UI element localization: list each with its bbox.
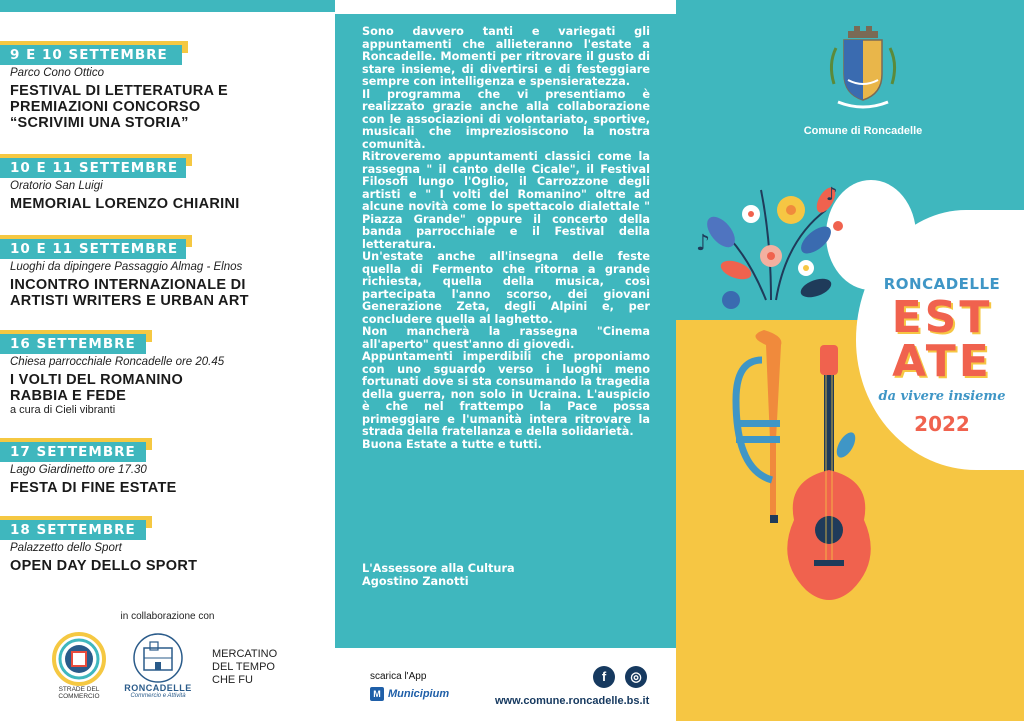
roncadelle-logo-subtext: Commercio e Attività [130,693,186,699]
event-title-line: RABBIA E FEDE [10,388,127,404]
event-title-line: OPEN DAY DELLO SPORT [10,558,198,574]
strade-logo-text: STRADE DEL COMMERCIO [58,686,100,700]
event-place: Luoghi da dipingere Passaggio Almag - Elnos [10,261,243,273]
roncadelle-commercio-logo [128,632,188,684]
app-download-label: scarica l'App [370,671,427,682]
municipium-name: Municipium [388,688,450,700]
letter-paragraph: Appuntamenti imperdibili che proponiamo con uno sguardo verso i luoghi meno fortunati dove si sta consumando la tragedia della guerra, non solo in Ucraina. L'auspicio è che nel frattempo la Pace possa primeggiare e l'umanità intera ritrovare la strada della fratellanza e della solidarietà. [362,350,650,438]
left-panel [0,0,335,721]
flower-bouquet [696,184,843,309]
collaboration-label: in collaborazione con [120,611,215,622]
event-title [10,372,183,404]
event-title-line: I VOLTI DEL ROMANINO [10,372,184,388]
top-strip [0,0,335,12]
cover-est-title: EST ATE [891,292,993,387]
event-title [10,558,197,574]
event-title [10,196,240,212]
event-title-line: PREMIAZIONI CONCORSO [10,99,201,115]
event-place: Oratorio San Luigi [10,180,103,192]
mercatino-text: MERCATINO DEL TEMPO CHE FU [212,648,278,686]
event-date: 16 SETTEMBRE [0,334,146,354]
cover-panel [676,0,1024,721]
event-title-line: MEMORIAL LORENZO CHIARINI [10,196,240,212]
event-title-line: “SCRIVIMI UNA STORIA” [10,115,189,131]
facebook-icon[interactable]: f [593,666,615,688]
cover-tagline: da vivere insieme [878,389,1006,404]
event-place: Palazzetto dello Sport [10,542,122,554]
event-title-line: FESTIVAL DI LETTERATURA E [10,83,229,99]
guitar-icon [787,345,871,600]
event-place: Parco Cono Ottico [10,67,104,79]
roncadelle-logo-text: RONCADELLE [124,683,192,693]
event-place: Chiesa parrocchiale Roncadelle ore 20.45 [10,356,225,368]
instagram-icon[interactable]: ◎ [625,666,647,688]
letter-paragraph: Buona Estate a tutte e tutti. [362,437,542,451]
letter-paragraph: Sono davvero tanti e variegati gli appuntamenti che allieteranno l'estate a Roncadelle. Momenti per ritrovare il gusto di stare insieme, di divertirsi e di festeggiare sempre con intelligenza e spensieratezza. [362,25,650,88]
letter-paragraph: Il programma che vi presentiamo è realizzato grazie anche alla collaborazione con le associazioni di volontariato, sportive, musicali che impreziosiscono la nostra comunità. [362,87,650,151]
middle-panel [335,0,676,721]
signature: L'Assessore alla Cultura Agostino Zanotti [362,562,515,588]
event-title [10,277,249,309]
event-date: 9 E 10 SETTEMBRE [0,45,182,65]
event-subtitle: a cura di Cieli vibranti [10,404,116,416]
trumpet-icon [736,330,781,523]
letter-paragraph: Non mancherà la rassegna "Cinema all'aperto" quest'anno di giovedì. [362,325,650,351]
event-date: 10 E 11 SETTEMBRE [0,158,186,178]
event-title-line: ARTISTI WRITERS E URBAN ART [10,293,249,309]
cover-title: RONCADELLE [883,275,1001,293]
letter-text [362,26,650,451]
letter-paragraph: Ritroveremo appuntamenti classici come la rassegna " il canto delle Cicale", il Festival Filosofi lungo l'Oglio, il Carrozzone degli artisti e " I volti del Romanino" oltre ad alcune novità come lo spettacolo dialettale " Piazza Grande" oppure il concerto della banda parrocchiale e il Festival della letteratura. [362,150,650,251]
event-title [10,480,177,496]
svg-text:♪: ♪ [826,184,838,205]
strade-del-commercio-logo [52,632,106,686]
municipium-app-link[interactable] [370,687,449,701]
event-date: 17 SETTEMBRE [0,442,146,462]
comune-label: Comune di Roncadelle [803,125,923,137]
municipium-icon: M [370,687,384,701]
event-title [10,83,228,131]
svg-text:♪: ♪ [696,231,711,256]
event-title-line: INCONTRO INTERNAZIONALE DI [10,277,246,293]
event-date: 18 SETTEMBRE [0,520,146,540]
event-place: Lago Giardinetto ore 17.30 [10,464,147,476]
cover-year: 2022 [914,412,970,436]
website-link[interactable]: www.comune.roncadelle.bs.it [495,695,650,707]
event-date: 10 E 11 SETTEMBRE [0,239,186,259]
event-title-line: FESTA DI FINE ESTATE [10,480,177,496]
letter-paragraph: Un'estate anche all'insegna delle feste quella di Fermento che ritorna a grande richiesta, quella della musica, così partecipata l'anno scorso, dei giovani Generazione Zeta, degli Alpini e, per concludere quella al laghetto. [362,250,650,326]
